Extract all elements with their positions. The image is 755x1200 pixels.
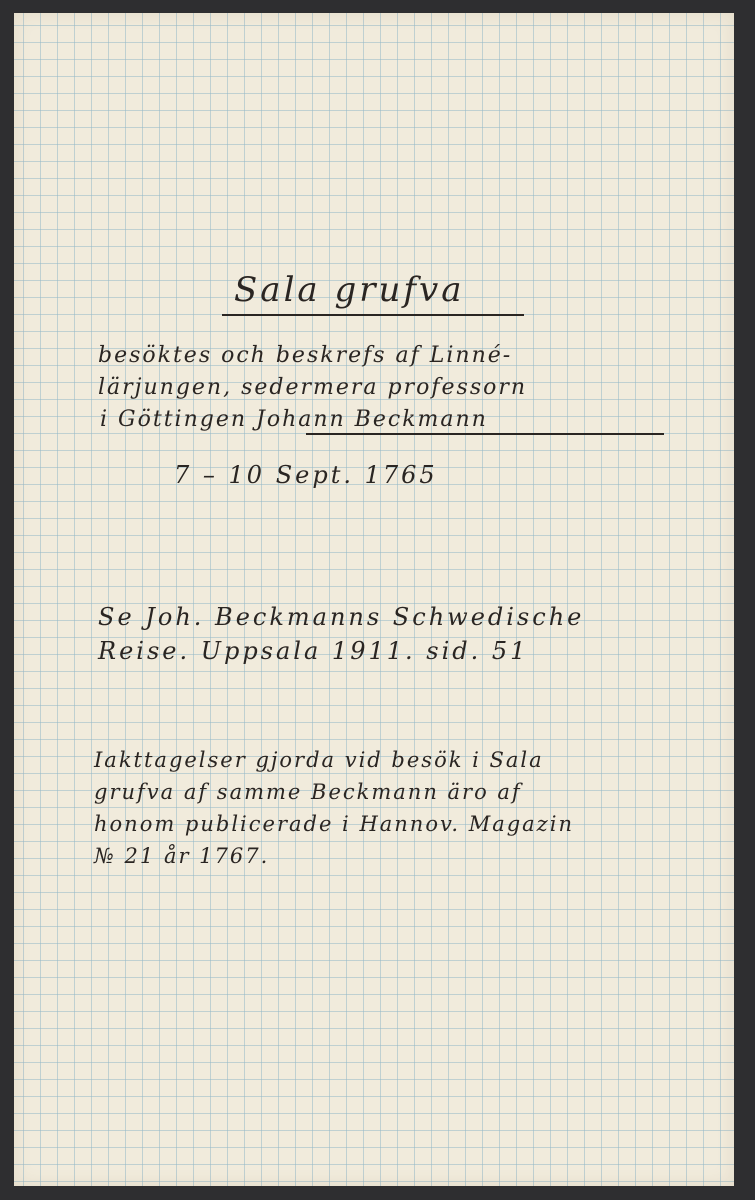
name-underline xyxy=(306,433,664,435)
handwritten-sheet xyxy=(14,13,734,1186)
reference-line2: Reise. Uppsala 1911. sid. 51 xyxy=(98,637,529,665)
paragraph1-line3: i Göttingen Johann Beckmann xyxy=(100,407,488,432)
document-title: Sala grufva xyxy=(234,270,465,310)
visit-date: 7 – 10 Sept. 1765 xyxy=(174,461,438,489)
paragraph1-line2: lärjungen, sedermera professorn xyxy=(98,375,528,400)
title-underline xyxy=(222,314,524,316)
paragraph1-line1: besöktes och beskrefs af Linné- xyxy=(98,343,513,368)
reference-line1: Se Joh. Beckmanns Schwedische xyxy=(98,603,585,631)
observations-line2: grufva af samme Beckmann äro af xyxy=(94,780,522,804)
observations-line1: Iakttagelser gjorda vid besök i Sala xyxy=(94,748,544,772)
observations-line4: № 21 år 1767. xyxy=(94,844,270,868)
observations-line3: honom publicerade i Hannov. Magazin xyxy=(94,812,574,836)
